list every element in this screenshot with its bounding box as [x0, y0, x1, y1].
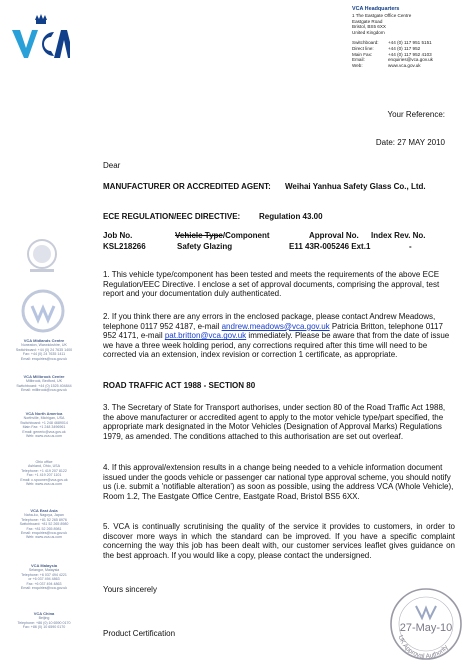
office-line: Telephone: +1 419 207 8122 — [21, 468, 67, 473]
office-line: Web: www.vca.us.com — [25, 482, 63, 487]
investors-in-people-badge — [22, 236, 62, 274]
office-line: Fax: +81 52 265 8981 — [26, 526, 62, 531]
table-cell-job: KSL218266 — [103, 242, 146, 251]
office-line: Email: enquiries@vca.gov.uk — [20, 531, 68, 536]
office-line: Fax: +86 (0) 10 6590 0170 — [22, 625, 66, 630]
stamp-logo-icon — [416, 606, 436, 618]
office-name: VCA China — [33, 611, 55, 616]
table-cell-component: Safety Glazing — [177, 242, 233, 251]
office-name: VCA North America — [25, 411, 63, 416]
office-line: Selangor, Malaysia — [28, 568, 60, 573]
office-north-america — [4, 412, 84, 438]
office-line: or +6 037 494 4863 — [28, 577, 60, 582]
table-header-approval: Approval No. — [309, 231, 359, 240]
office-midlands — [4, 339, 84, 361]
address-line: United Kingdom — [352, 30, 385, 36]
signatory: Product Certification — [103, 629, 176, 638]
logo-letter-v — [12, 30, 38, 58]
regulation-label: ECE REGULATION/EEC DIRECTIVE: — [103, 212, 241, 221]
office-ohio — [4, 460, 84, 486]
office-china — [4, 612, 84, 630]
office-line: Northville, Michigan, USA — [23, 416, 65, 421]
office-line: Web: www.vca.us.com — [25, 434, 63, 439]
office-name: VCA East Asia — [30, 508, 58, 513]
paragraph-4: 4. If this approval/extension results in a change being needed to a vehicle information document issued under the goods vehicle or passenger car national type approval scheme, you should notify us (i.e. submit a 'notifiable alteration') as soon as possible, using the address VCA (Whole Vehicle), Room 1.2, The Eastgate Office Centre, Eastgate Road, Bristol BS5 6XX. — [103, 463, 454, 501]
paragraph-2: 2. If you think there are any errors in the enclosed package, please contact Andrew Meadows, telephone 0117 952 4187, e-mail andrew.meadows@vca.gov.uk Patricia Britton, telephone 0117 952 4171, e-mail pat.britton@vca.gov.uk immediately. Please be aware that from the date of issue we have a three week holding period, any corrections required after this time will need to be corrected via an extension, index revision or correction 1 certificate, as appropriate. — [103, 312, 450, 360]
office-name: VCA Midlands Centre — [23, 338, 65, 343]
address-line: Bristol, BS5 6XX — [352, 24, 386, 30]
approval-stamp — [388, 586, 464, 662]
agent-value: Weihai Yanhua Safety Glass Co., Ltd. — [285, 182, 426, 191]
office-name: Ohio office — [35, 460, 53, 464]
section-title: ROAD TRAFFIC ACT 1988 - SECTION 80 — [103, 381, 256, 390]
address-line: 1 The Eastgate Office Centre — [352, 12, 412, 18]
office-malaysia — [4, 564, 84, 590]
logo-letter-a — [54, 30, 70, 58]
office-line: Millbrook, Bedford, UK — [26, 379, 62, 384]
contact-row: Direct line: +44 (0) 117 952 — [352, 45, 421, 51]
office-line: Telephone: +81 52 265 8976 — [21, 517, 67, 522]
office-line: Beijing — [38, 616, 50, 621]
office-line: Email: c.spooner@vca.gov.uk — [20, 477, 68, 482]
pat-britton-email-link[interactable]: pat.britton@vca.gov.uk — [164, 331, 247, 341]
table-header-index: Index Rev. No. — [371, 231, 426, 240]
office-name: VCA Millbrook Centre — [23, 374, 65, 379]
contact-row: Main Fax: +44 (0) 117 952 4103 — [352, 51, 432, 57]
office-line: Email: enquiries@vca.gov.uk — [20, 586, 68, 591]
office-line: Email: millbrook@vca.gov.uk — [21, 388, 67, 393]
paragraph-1: 1. This vehicle type/component has been tested and meets the requirements of the above ECE Regulation/EEC Directive. I enclose a set of approval documents, comprising the approval, test report and your documentation duly authenticated. — [103, 270, 440, 299]
contact-row: Switchboard: +44 (0) 117 951 5151 — [352, 39, 432, 45]
office-line: Main Fax: +1 248 3496961 — [22, 425, 66, 430]
letter-date: Date: 27 MAY 2010 — [375, 138, 445, 147]
office-line: Web: www.vca.us.com — [25, 535, 63, 540]
approval-table — [103, 231, 455, 253]
positive-about-disabled-badge — [20, 288, 66, 334]
andrew-meadows-email-link[interactable]: andrew.meadows@vca.gov.uk — [221, 321, 330, 331]
office-line: Switchboard: +44 (0) 24 7635 1400 — [15, 347, 73, 352]
office-line: Email: enquiries@vca.gov.uk — [20, 356, 68, 361]
agent-label: MANUFACTURER OR ACCREDITED AGENT: — [103, 182, 271, 191]
paragraph-3: 3. The Secretary of State for Transport authorises, under section 80 of the Road Traffic Act 1988, the above manufacturer or accredited agent to apply to the motor vehicle type/part specified, the appropriate mark designated in the Motor Vehicles (Designation of Approval Marks) Regulations 1979, as amended. The conditions attached to this authorisation are set out overleaf. — [103, 403, 446, 441]
office-east-asia — [4, 509, 84, 540]
stamp-date: 27-May-10 — [399, 622, 453, 634]
address-line: Eastgate Road — [352, 18, 383, 24]
office-millbrook — [4, 375, 84, 393]
office-line: Email: generic@vca.gov.uk — [22, 429, 66, 434]
regulation-line — [103, 212, 455, 222]
office-line: Switchboard: +81 52 265 8980 — [19, 522, 69, 527]
logo-letter-c — [42, 32, 54, 56]
table-cell-approval: E11 43R-005246 Ext.1 — [289, 242, 371, 251]
table-cell-index: - — [409, 242, 412, 251]
regulation-value: Regulation 43.00 — [259, 212, 323, 221]
table-header-job: Job No. — [103, 231, 133, 240]
office-line: Fax: +6 037 494 4863 — [26, 581, 62, 586]
paragraph-5: 5. VCA is continually scrutinising the quality of the service it provides to customers, in order to discover more ways in which the standard can be improved. If you have a specific complaint concerning the way this job has been dealt with, our customer services leaflet gives guidance on the best approach. If you would like a copy, please contact the undersigned. — [103, 522, 455, 560]
stamp-text: UK Approval Authority — [396, 634, 450, 661]
headquarters-address — [352, 7, 472, 69]
office-line: Naha-ku, Nagoya, Japan — [24, 513, 64, 518]
contact-row: Email: enquiries@vca.gov.uk — [352, 57, 433, 63]
vca-logo — [10, 14, 70, 64]
your-reference: Your Reference: — [387, 110, 445, 119]
closing: Yours sincerely — [103, 585, 157, 594]
office-line: Ashland, Ohio, USA — [28, 464, 60, 469]
agent-line — [103, 182, 455, 192]
office-line: Telephone: +6 037 494 4221 — [21, 572, 67, 577]
office-line: Telephone: +86 (0) 10 6590 0170 — [17, 620, 71, 625]
office-line: Fax: +44 (0) 24 7635 1411 — [22, 352, 66, 357]
office-line: Switchboard: +1 248 4689014 — [20, 420, 68, 425]
office-name: VCA Malaysia — [30, 563, 58, 568]
table-header-vehicle-component: Vehicle Type/Component — [175, 231, 270, 240]
crown-icon — [35, 14, 47, 24]
office-line: Switchboard: +44 (0) 1525 404844 — [16, 383, 72, 388]
office-line: Fax: +1 419 207 1101 — [26, 473, 62, 478]
hq-title: VCA Headquarters — [352, 6, 400, 12]
salutation: Dear — [103, 161, 121, 170]
office-line: Nuneaton, Warwickshire, UK — [21, 343, 67, 348]
contact-row: Web: www.vca.gov.uk — [352, 63, 421, 69]
sidebar — [0, 0, 88, 670]
